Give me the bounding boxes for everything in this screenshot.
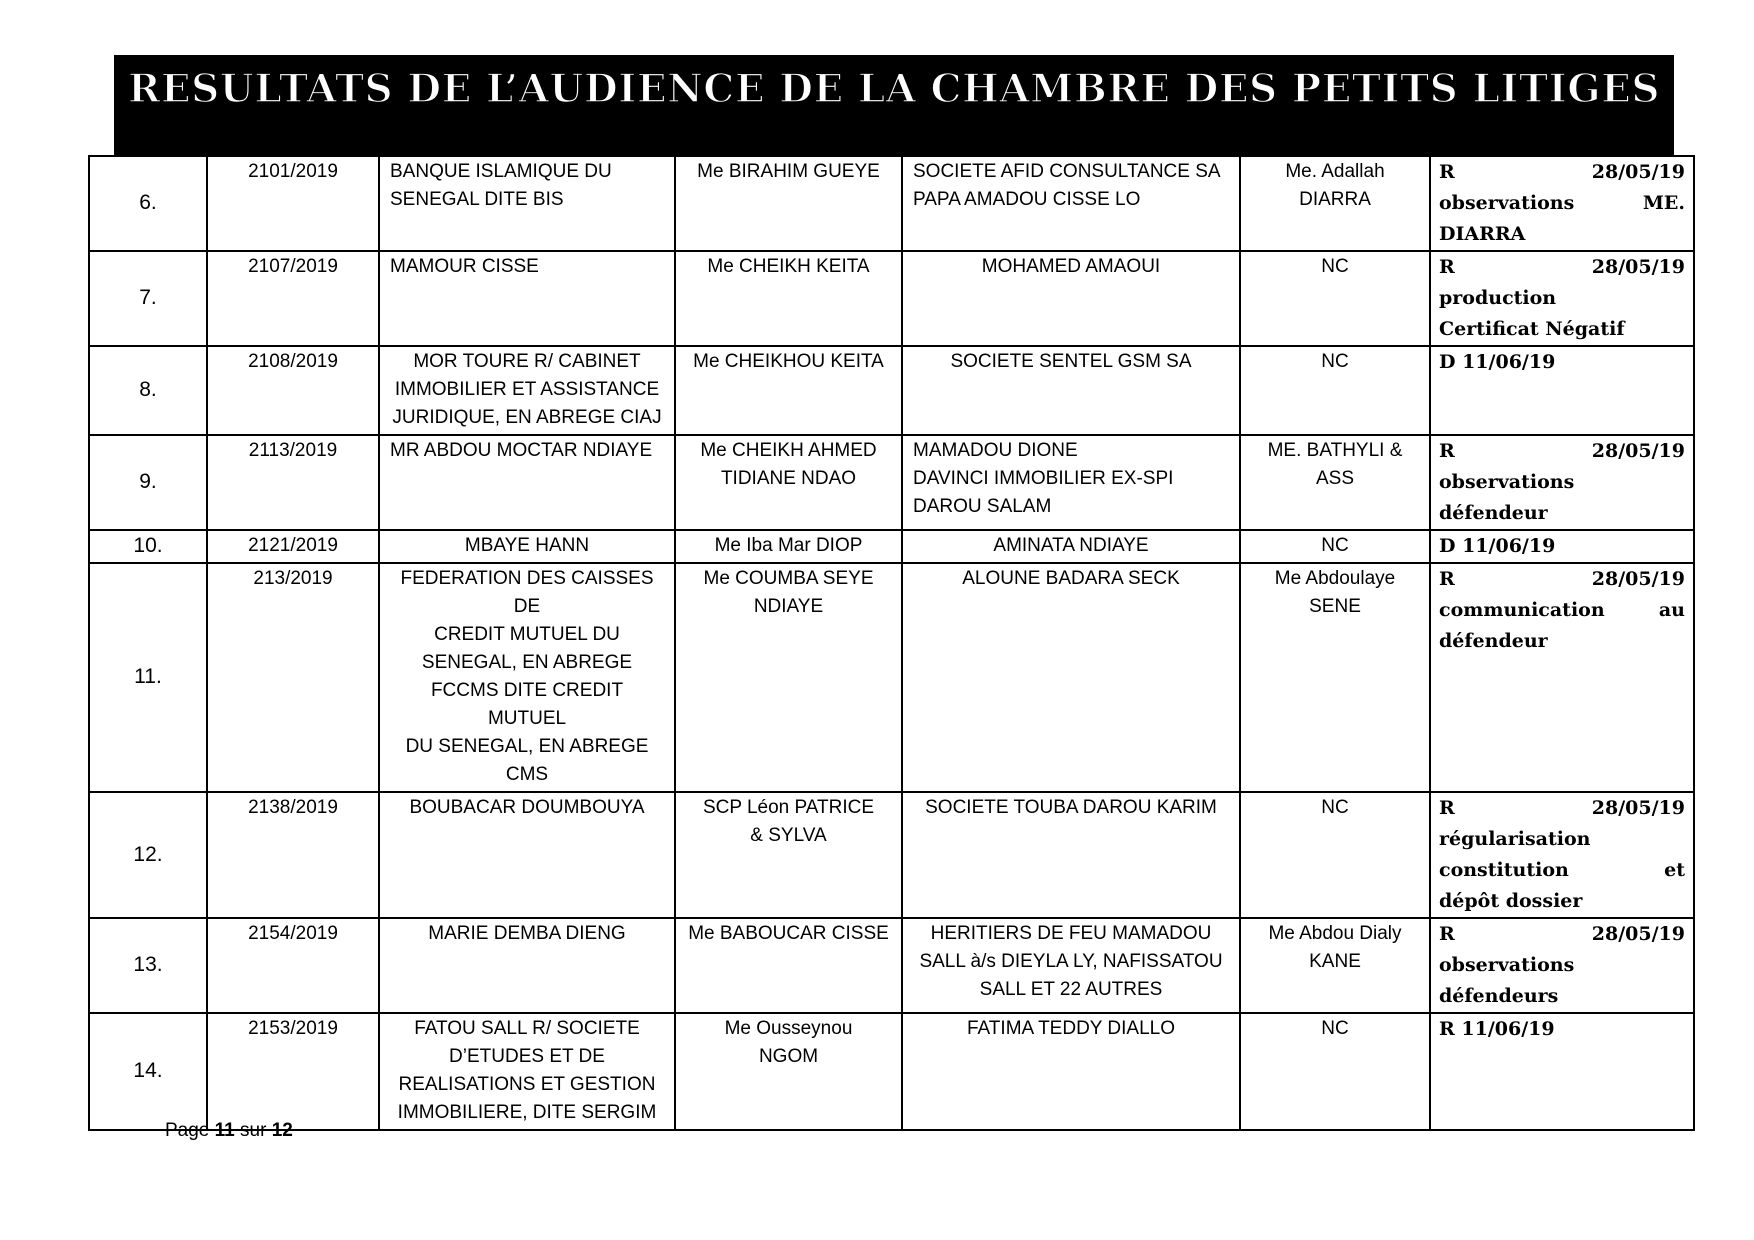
cell-line: FATOU SALL R/ SOCIETE <box>414 1018 640 1039</box>
cell-line: MBAYE HANN <box>464 535 590 556</box>
defendant-cell <box>902 251 1240 346</box>
cell-line: Me CHEIKH AHMED <box>700 440 877 461</box>
table-row <box>89 346 1694 435</box>
cell-line: NC <box>1321 256 1349 277</box>
cell-line: HERITIERS DE FEU MAMADOU <box>930 923 1212 944</box>
cell-line: DU SENEGAL, EN ABREGE <box>405 736 649 757</box>
cell-line: ME. BATHYLI & <box>1267 440 1403 461</box>
cell-line: MR ABDOU MOCTAR NDIAYE <box>390 440 653 461</box>
case-number-cell: 2113/2019 <box>207 435 379 530</box>
table-row <box>89 918 1694 1013</box>
defendant-lawyer-cell <box>1240 435 1430 530</box>
cell-line: SOCIETE SENTEL GSM SA <box>950 351 1192 372</box>
cell-line: PAPA AMADOU CISSE LO <box>913 189 1141 210</box>
defendant-cell <box>902 530 1240 563</box>
cell-line: NC <box>1321 1018 1349 1039</box>
cell-line: FCCMS DITE CREDIT MUTUEL <box>430 680 624 729</box>
cell-line: MOR TOURE R/ CABINET <box>413 351 641 372</box>
row-number-cell: 8. <box>89 346 207 435</box>
plaintiff-lawyer-cell <box>675 435 902 530</box>
cell-line: MAMADOU DIONE <box>913 440 1078 461</box>
result-line: constitution et <box>1439 859 1685 881</box>
defendant-cell <box>902 346 1240 435</box>
cell-line: MAMOUR CISSE <box>390 256 539 277</box>
result-line: défendeur <box>1439 630 1548 652</box>
plaintiff-cell <box>379 563 675 792</box>
cell-line: NC <box>1321 797 1349 818</box>
result-line: R 28/05/19 <box>1439 256 1685 278</box>
result-line: production <box>1439 287 1557 309</box>
cell-line: JURIDIQUE, EN ABREGE CIAJ <box>392 407 662 428</box>
cell-line: & SYLVA <box>750 825 827 846</box>
page-current: 11 <box>214 1120 235 1141</box>
cell-line: NC <box>1321 351 1349 372</box>
row-number-cell: 12. <box>89 792 207 918</box>
cell-line: Me Iba Mar DIOP <box>714 535 863 556</box>
table-row <box>89 792 1694 918</box>
result-cell <box>1430 156 1694 251</box>
plaintiff-cell <box>379 251 675 346</box>
row-number-cell: 13. <box>89 918 207 1013</box>
result-line: R 28/05/19 <box>1439 797 1685 819</box>
result-cell <box>1430 1013 1694 1130</box>
plaintiff-lawyer-cell <box>675 918 902 1013</box>
result-cell <box>1430 530 1694 563</box>
case-number-cell: 2153/2019 <box>207 1013 379 1130</box>
row-number-cell: 11. <box>89 563 207 792</box>
defendant-lawyer-cell <box>1240 1013 1430 1130</box>
cell-line: FATIMA TEDDY DIALLO <box>966 1018 1175 1039</box>
result-line: R 28/05/19 <box>1439 161 1685 183</box>
case-number-cell: 2154/2019 <box>207 918 379 1013</box>
cell-line: BANQUE ISLAMIQUE DU <box>390 161 612 182</box>
cell-line: KANE <box>1309 951 1361 972</box>
title-banner <box>114 55 1674 155</box>
plaintiff-lawyer-cell <box>675 792 902 918</box>
defendant-lawyer-cell <box>1240 530 1430 563</box>
case-number-cell: 2138/2019 <box>207 792 379 918</box>
row-number-cell: 7. <box>89 251 207 346</box>
cell-line: SALL à/s DIEYLA LY, NAFISSATOU <box>919 951 1223 972</box>
table-row <box>89 1013 1694 1130</box>
result-cell <box>1430 792 1694 918</box>
page-separator: sur <box>240 1120 267 1141</box>
result-line: régularisation <box>1439 828 1591 850</box>
page-total: 12 <box>271 1120 293 1141</box>
defendant-cell <box>902 1013 1240 1130</box>
results-table <box>88 155 1695 1131</box>
cell-line: SCP Léon PATRICE <box>702 797 875 818</box>
result-line: observations ME. <box>1439 192 1685 214</box>
cell-line: NDIAYE <box>753 596 824 617</box>
cell-line: DIARRA <box>1299 189 1371 210</box>
cell-line: CMS <box>505 764 549 785</box>
cell-line: ASS <box>1315 468 1355 489</box>
plaintiff-cell <box>379 435 675 530</box>
cell-line: IMMOBILIERE, DITE SERGIM <box>397 1102 657 1123</box>
result-line: R 28/05/19 <box>1439 568 1685 590</box>
result-line: D 11/06/19 <box>1439 535 1556 557</box>
cell-line: Me CHEIKHOU KEITA <box>693 351 884 372</box>
plaintiff-lawyer-cell <box>675 1013 902 1130</box>
cell-line: D’ETUDES ET DE <box>449 1046 605 1067</box>
result-line: communication au <box>1439 599 1685 621</box>
result-cell <box>1430 435 1694 530</box>
result-line: R 28/05/19 <box>1439 440 1685 462</box>
page-title: RESULTATS DE L’AUDIENCE DE LA CHAMBRE DES PETITS LITIGES <box>127 66 1661 112</box>
row-number-cell: 14. <box>89 1013 207 1130</box>
cell-line: SENEGAL, EN ABREGE <box>421 652 633 673</box>
cell-line: IMMOBILIER ET ASSISTANCE <box>394 379 660 400</box>
result-line: D 11/06/19 <box>1439 351 1556 373</box>
defendant-cell <box>902 918 1240 1013</box>
plaintiff-cell <box>379 530 675 563</box>
results-table-body <box>89 156 1694 1130</box>
result-line: défendeur <box>1439 502 1548 524</box>
cell-line: TIDIANE NDAO <box>720 468 857 489</box>
plaintiff-cell <box>379 792 675 918</box>
case-number-cell: 2121/2019 <box>207 530 379 563</box>
defendant-lawyer-cell <box>1240 563 1430 792</box>
defendant-cell <box>902 792 1240 918</box>
defendant-lawyer-cell <box>1240 251 1430 346</box>
cell-line: SOCIETE AFID CONSULTANCE SA <box>913 161 1221 182</box>
defendant-lawyer-cell <box>1240 156 1430 251</box>
cell-line: Me Abdou Dialy <box>1268 923 1402 944</box>
case-number-cell: 213/2019 <box>207 563 379 792</box>
cell-line: SALL ET 22 AUTRES <box>979 979 1163 1000</box>
row-number-cell: 6. <box>89 156 207 251</box>
cell-line: Me. Adallah <box>1285 161 1385 182</box>
cell-line: NGOM <box>758 1046 819 1067</box>
page-label: Page <box>165 1120 210 1141</box>
cell-line: AMINATA NDIAYE <box>993 535 1149 556</box>
cell-line: DAROU SALAM <box>913 496 1052 517</box>
result-line: observations <box>1439 471 1575 493</box>
cell-line: Me CHEIKH KEITA <box>707 256 870 277</box>
defendant-lawyer-cell <box>1240 346 1430 435</box>
cell-line: MOHAMED AMAOUI <box>981 256 1161 277</box>
defendant-cell <box>902 563 1240 792</box>
table-row <box>89 156 1694 251</box>
cell-line: Me Ousseynou <box>724 1018 853 1039</box>
cell-line: SOCIETE TOUBA DAROU KARIM <box>925 797 1217 818</box>
case-number-cell: 2107/2019 <box>207 251 379 346</box>
plaintiff-lawyer-cell <box>675 563 902 792</box>
plaintiff-lawyer-cell <box>675 156 902 251</box>
cell-line: ALOUNE BADARA SECK <box>962 568 1180 589</box>
defendant-cell <box>902 435 1240 530</box>
plaintiff-cell <box>379 346 675 435</box>
cell-line: FEDERATION DES CAISSES DE <box>400 568 654 617</box>
cell-line: DAVINCI IMMOBILIER EX-SPI <box>913 468 1174 489</box>
result-cell <box>1430 346 1694 435</box>
result-cell <box>1430 251 1694 346</box>
plaintiff-cell <box>379 918 675 1013</box>
cell-line: SENE <box>1309 596 1361 617</box>
plaintiff-cell <box>379 156 675 251</box>
cell-line: Me BABOUCAR CISSE <box>688 923 889 944</box>
page-footer <box>165 1120 293 1142</box>
cell-line: BOUBACAR DOUMBOUYA <box>409 797 645 818</box>
table-row <box>89 563 1694 792</box>
defendant-lawyer-cell <box>1240 918 1430 1013</box>
cell-line: SENEGAL DITE BIS <box>390 189 564 210</box>
plaintiff-lawyer-cell <box>675 346 902 435</box>
result-line: dépôt dossier <box>1439 890 1583 912</box>
result-line: R 28/05/19 <box>1439 923 1685 945</box>
table-row <box>89 530 1694 563</box>
cell-line: Me BIRAHIM GUEYE <box>697 161 880 182</box>
plaintiff-cell <box>379 1013 675 1130</box>
table-row <box>89 435 1694 530</box>
defendant-lawyer-cell <box>1240 792 1430 918</box>
plaintiff-lawyer-cell <box>675 251 902 346</box>
cell-line: Me Abdoulaye <box>1274 568 1396 589</box>
plaintiff-lawyer-cell <box>675 530 902 563</box>
result-line: observations <box>1439 954 1575 976</box>
result-line: R 11/06/19 <box>1439 1018 1555 1040</box>
row-number-cell: 9. <box>89 435 207 530</box>
result-line: défendeurs <box>1439 985 1559 1007</box>
result-cell <box>1430 563 1694 792</box>
result-line: DIARRA <box>1439 223 1526 245</box>
cell-line: Me COUMBA SEYE <box>703 568 874 589</box>
case-number-cell: 2101/2019 <box>207 156 379 251</box>
cell-line: REALISATIONS ET GESTION <box>398 1074 656 1095</box>
result-line: Certificat Négatif <box>1439 318 1625 340</box>
defendant-cell <box>902 156 1240 251</box>
cell-line: CREDIT MUTUEL DU <box>434 624 620 645</box>
row-number-cell: 10. <box>89 530 207 563</box>
table-row <box>89 251 1694 346</box>
cell-line: NC <box>1321 535 1349 556</box>
cell-line: MARIE DEMBA DIENG <box>428 923 626 944</box>
case-number-cell: 2108/2019 <box>207 346 379 435</box>
result-cell <box>1430 918 1694 1013</box>
